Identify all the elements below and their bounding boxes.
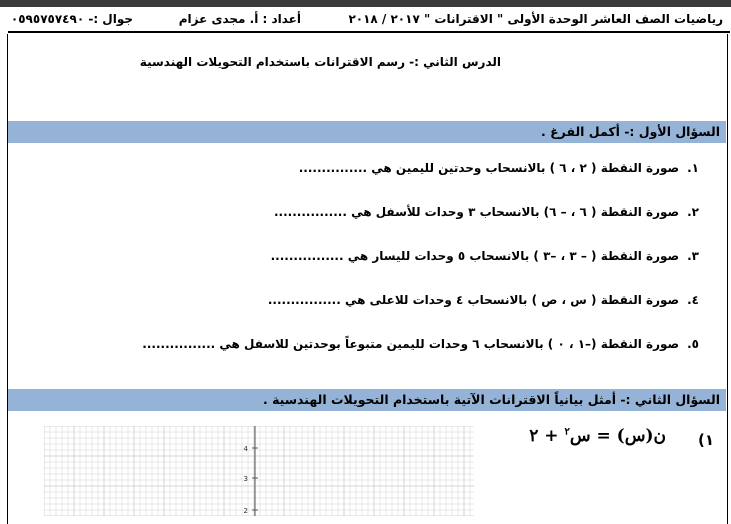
grid-lines bbox=[44, 426, 474, 516]
graph-grid bbox=[44, 426, 474, 516]
question1-band bbox=[8, 121, 726, 143]
item-number: ١. bbox=[687, 161, 699, 175]
question2-item-number: ١) bbox=[697, 431, 714, 449]
top-bar bbox=[0, 0, 731, 7]
item-text: صورة النقطة ( – ٣ ، –٣ ) بالانسحاب ٥ وحدات لليسار هي ................ bbox=[270, 249, 680, 263]
item-text: صورة النقطة (–١ ، ٠ ) بالانسحاب ٦ وحدات لليمين متبوعاً بوحدتين للاسفل هي ................ bbox=[142, 337, 680, 351]
formula-main: ن(س) = س bbox=[569, 426, 666, 446]
question1-item-5 bbox=[142, 337, 699, 351]
question2-band bbox=[8, 389, 726, 411]
formula-tail: + ٢ bbox=[529, 426, 565, 446]
item-text: صورة النقطة ( ٦ ، – ٦) بالانسحاب ٣ وحدات للأسفل هي ................ bbox=[273, 205, 680, 219]
item-number: ٥. bbox=[687, 337, 699, 351]
lesson-title: الدرس الثاني :- رسم الاقترانات باستخدام التحويلات الهندسية bbox=[139, 55, 501, 69]
page-header bbox=[0, 8, 731, 30]
question1-item-2 bbox=[274, 205, 699, 219]
header-rule bbox=[8, 31, 730, 33]
item-number: ٢. bbox=[687, 205, 699, 219]
formula-exponent: ٢ bbox=[564, 426, 570, 438]
function-formula bbox=[529, 426, 666, 446]
y-tick-label: 2 bbox=[243, 507, 248, 515]
header-phone: جوال :- ٠٥٩٥٧٥٧٤٩٠ bbox=[10, 12, 133, 26]
header-author: أعداد : أ. مجدى عزام bbox=[178, 12, 301, 26]
question1-item-4 bbox=[268, 293, 699, 307]
question1-item-3 bbox=[271, 249, 699, 263]
y-tick-label: 3 bbox=[243, 475, 248, 483]
item-number: ٣. bbox=[687, 249, 699, 263]
question1-item-1 bbox=[299, 161, 699, 175]
y-tick-label: 4 bbox=[243, 445, 248, 453]
item-text: صورة النقطة ( س ، ص ) بالانسحاب ٤ وحدات للاعلى هي ................ bbox=[267, 293, 680, 307]
question1-title: السؤال الأول :- أكمل الفرغ . bbox=[541, 124, 720, 139]
item-number: ٤. bbox=[687, 293, 699, 307]
question2-title: السؤال الثاني :- أمثل بيانياً الاقترانات الآتية باستخدام التحويلات الهندسية . bbox=[262, 392, 720, 407]
header-title: رياضيات الصف العاشر الوحدة الأولى " الاقترانات " ٢٠١٧ / ٢٠١٨ bbox=[348, 12, 723, 26]
item-text: صورة النقطة ( ٢ ، ٦ ) بالانسحاب وحدتين لليمين هي ............... bbox=[298, 161, 680, 175]
